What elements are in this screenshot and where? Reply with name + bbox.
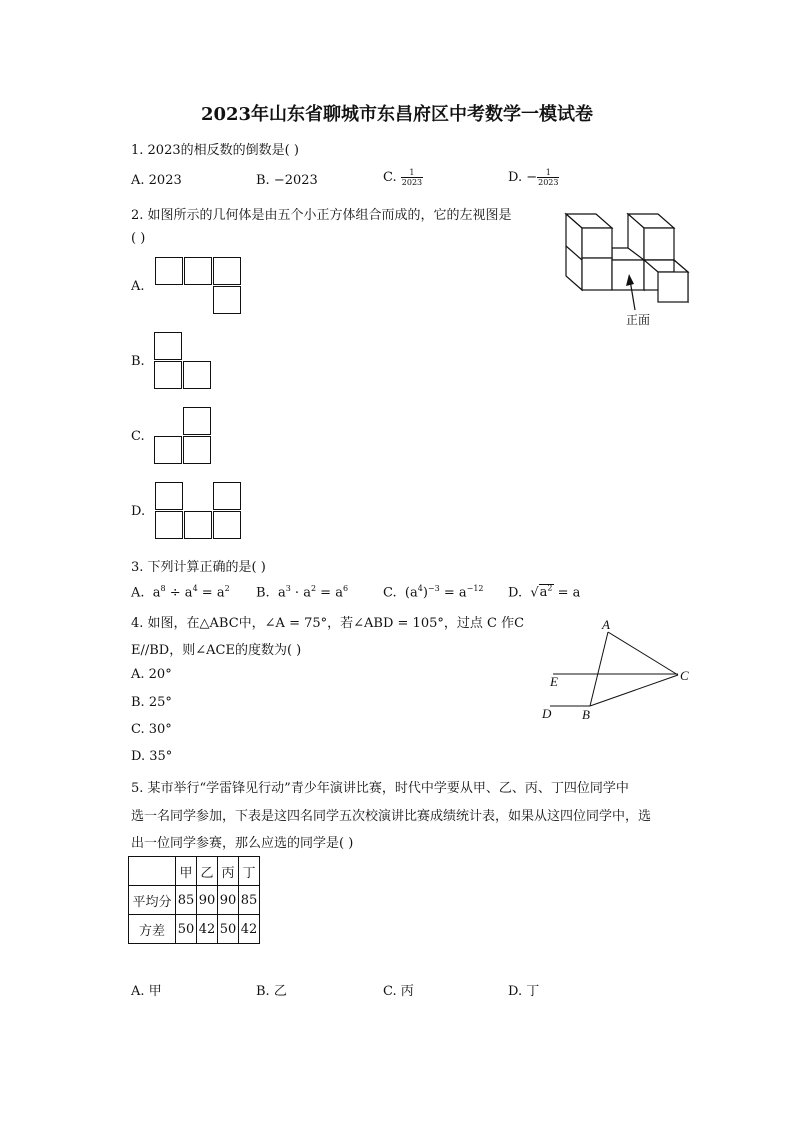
point-d-label: D	[542, 706, 552, 721]
point-b-label: B	[582, 707, 590, 722]
q1-option-d-numerator: 1	[537, 168, 559, 178]
q2-front-label: 正面	[626, 313, 651, 327]
q2-paren: ( )	[131, 231, 146, 246]
table-cell: 85	[176, 886, 197, 915]
q5-stem-line2: 选一名同学参加，下表是这四名同学五次校演讲比赛成绩统计表，如果从这四位同学中，选	[131, 809, 652, 824]
table-cell: 50	[176, 915, 197, 944]
table-header-cell: 甲	[176, 857, 197, 886]
q4-option-c: C. 30°	[131, 722, 172, 737]
view-square	[155, 257, 183, 285]
q4-stem: 4. 如图，在△ABC中，∠A = 75°，若∠ABD = 105°，过点 C 作C	[131, 616, 525, 631]
q4-stem-line2: E//BD，则∠ACE的度数为( )	[131, 643, 302, 658]
q1-option-a: A. 2023	[131, 173, 182, 188]
q2-option-a-label: A.	[131, 279, 145, 294]
q1-option-c-numerator: 1	[401, 168, 423, 178]
q2-option-d-figure	[155, 482, 245, 542]
q3-option-d-label: D.	[508, 585, 523, 601]
q3-option-d: D. $√a^2 = a$	[508, 584, 581, 601]
q2-option-a-figure	[155, 257, 245, 317]
q1-option-b: B. −2023	[256, 173, 318, 188]
table-cell: 85	[239, 886, 260, 915]
q3-option-c-label: C.	[383, 585, 397, 601]
q4-option-a: A. 20°	[131, 667, 172, 682]
table-header-cell	[129, 857, 176, 886]
q2-option-c-figure	[154, 407, 214, 467]
q3-option-b-label: B.	[256, 585, 270, 601]
point-e-label: E	[550, 674, 558, 689]
q4-option-d: D. 35°	[131, 749, 173, 764]
q1-option-d	[508, 168, 559, 187]
q2-option-b-label: B.	[131, 354, 145, 369]
q2-option-b-figure	[154, 332, 214, 392]
table-header-row	[129, 857, 260, 886]
q5-score-table	[128, 856, 260, 944]
view-square	[155, 511, 183, 539]
q5-option-d: D. 丁	[508, 984, 540, 999]
table-row	[129, 886, 260, 915]
view-square	[183, 436, 211, 464]
q5-option-c: C. 丙	[383, 984, 414, 999]
q3-option-c: C. $(a^4)^{-3} = a^{-12}$	[383, 584, 484, 601]
table-cell: 90	[218, 886, 239, 915]
q1-option-c-label: C.	[383, 170, 397, 185]
view-square	[213, 257, 241, 285]
q1-stem: 1. 2023的相反数的倒数是( )	[131, 143, 299, 158]
q2-option-c-label: C.	[131, 429, 145, 444]
q3-option-a-label: A.	[131, 585, 145, 601]
q1-option-d-denominator: 2023	[538, 178, 559, 187]
q2-option-d-label: D.	[131, 504, 146, 519]
table-cell: 50	[218, 915, 239, 944]
q1-option-d-label: D. −	[508, 170, 538, 185]
table-cell: 42	[239, 915, 260, 944]
q3-option-b: B. $a^3 \cdot a^2 = a^6$	[256, 584, 349, 601]
point-a-label: A	[602, 617, 610, 632]
q1-option-c-fraction	[401, 168, 423, 187]
q5-stem-line3: 出一位同学参赛，那么应选的同学是( )	[131, 836, 354, 851]
page-title: 2023年山东省聊城市东昌府区中考数学一模试卷	[200, 104, 594, 125]
view-square	[213, 286, 241, 314]
q4-triangle-figure	[538, 616, 698, 726]
view-square	[184, 511, 212, 539]
view-square	[154, 436, 182, 464]
view-square	[183, 361, 211, 389]
q5-stem-line1: 5. 某市举行“学雷锋见行动”青少年演讲比赛，时代中学要从甲、乙、丙、丁四位同学中	[131, 781, 629, 796]
view-square	[184, 257, 212, 285]
table-header-cell: 丙	[218, 857, 239, 886]
table-header-cell: 丁	[239, 857, 260, 886]
table-cell: 方差	[129, 915, 176, 944]
view-square	[213, 511, 241, 539]
q3-option-a: A. $a^8 \div a^4 = a^2$	[131, 584, 230, 601]
q5-option-a: A. 甲	[131, 984, 162, 999]
view-square	[155, 482, 183, 510]
view-square	[154, 332, 182, 360]
q1-option-c	[383, 168, 423, 187]
table-cell: 平均分	[129, 886, 176, 915]
q5-option-b: B. 乙	[256, 984, 287, 999]
point-c-label: C	[680, 668, 689, 683]
q1-option-c-denominator: 2023	[401, 178, 423, 187]
q1-option-d-fraction	[537, 168, 559, 187]
view-square	[213, 482, 241, 510]
q3-stem: 3. 下列计算正确的是( )	[131, 560, 266, 575]
view-square	[183, 407, 211, 435]
table-cell: 42	[197, 915, 218, 944]
q4-option-b: B. 25°	[131, 695, 172, 710]
table-header-cell: 乙	[197, 857, 218, 886]
q2-stem: 2. 如图所示的几何体是由五个小正方体组合而成的，它的左视图是	[131, 208, 512, 223]
view-square	[154, 361, 182, 389]
table-cell: 90	[197, 886, 218, 915]
table-row	[129, 915, 260, 944]
